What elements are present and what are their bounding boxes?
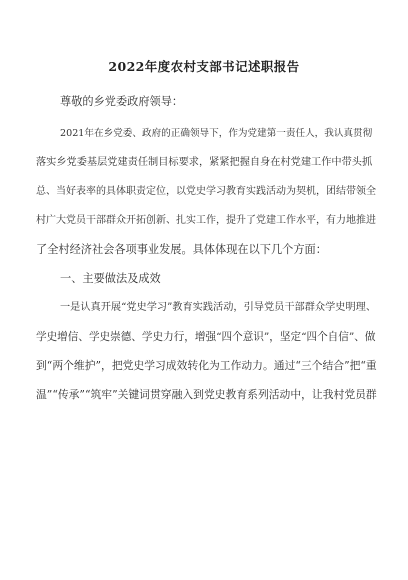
- document-title: 2022年度农村支部书记述职报告: [108, 59, 300, 74]
- paragraph-line: 温”“传承”“筑牢”关键词贯穿融入到党史教育系列活动中，让我村党员群: [36, 388, 377, 401]
- paragraph-line: 落实乡党委基层党建责任制目标要求，紧紧把握自身在村党建工作中带头抓: [36, 157, 373, 168]
- paragraph-line: 总、当好表率的具体职责定位，以党史学习教育实践活动为契机，团结带领全: [36, 186, 376, 197]
- paragraph-line: 2021年在乡党委、政府的正确领导下，作为党建第一责任人，我认真贯彻: [60, 128, 373, 139]
- paragraph-line: 到“两个维护”，把党史学习成效转化为工作动力。通过“三个结合”把“重: [36, 359, 377, 372]
- paragraph-line: 村广大党员干部群众开拓创新、扎实工作，提升了党建工作水平，有力地推进: [36, 215, 376, 226]
- section-heading: 一、主要做法及成效: [60, 272, 161, 285]
- paragraph-line: 学史增信、学史崇德、学史力行，增强“四个意识”，坚定“四个自信”、做: [36, 331, 376, 343]
- salutation: 尊敬的乡党委政府领导：: [60, 95, 184, 108]
- paragraph-line: 了全村经济社会各项事业发展。具体体现在以下几个方面：: [36, 243, 327, 256]
- paragraph-line: 一是认真开展“党史学习”教育实践活动，引导党员干部群众学史明理、: [60, 302, 377, 313]
